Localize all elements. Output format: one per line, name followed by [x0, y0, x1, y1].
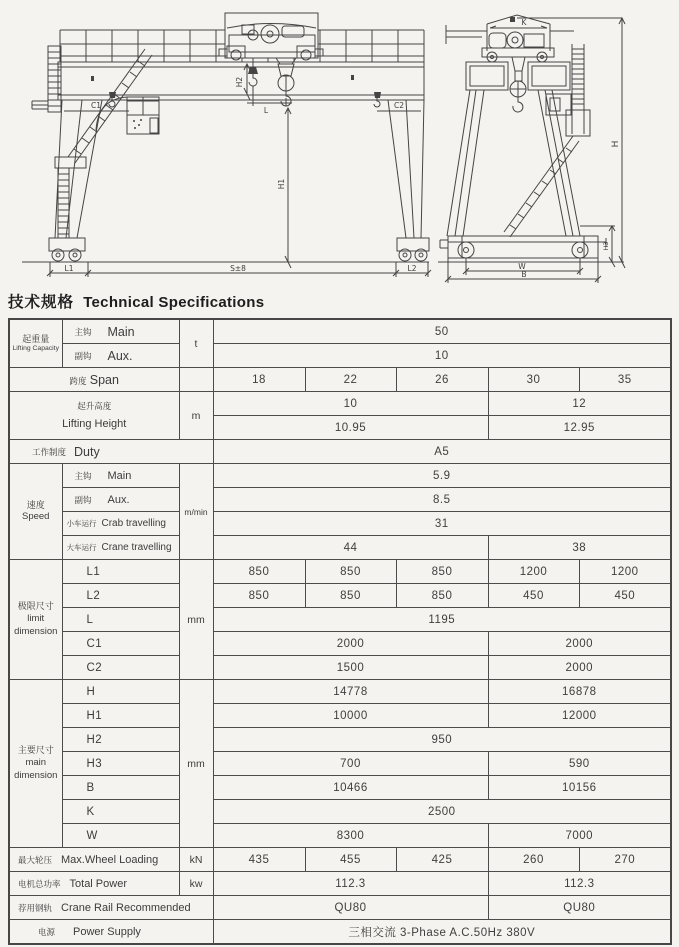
value-b-b: 10156: [488, 776, 671, 800]
value-span-4: 30: [488, 368, 579, 392]
value-c1-b: 2000: [488, 632, 671, 656]
value-w-a: 8300: [213, 824, 488, 848]
row-lifting-height-upper: [9, 392, 671, 416]
group-lifting-capacity: 起重量 Lifting Capacity: [9, 319, 62, 368]
heading-chinese: 技术规格: [8, 294, 75, 311]
unit-mm-limit: mm: [179, 560, 213, 680]
value-height-b: 12: [488, 392, 671, 416]
dim-label-l: L: [263, 106, 269, 115]
value-height-d: 12.95: [488, 416, 671, 440]
row-capacity-aux: [9, 344, 671, 368]
value-l1-2: 850: [305, 560, 396, 584]
row-speed-aux: [9, 488, 671, 512]
label-power-supply: 电源 Power Supply: [9, 920, 213, 945]
label-h: H: [62, 680, 179, 704]
row-h2: [9, 728, 671, 752]
label-w: W: [62, 824, 179, 848]
dim-label-h2: H2: [235, 76, 244, 88]
unit-kn: kN: [179, 848, 213, 872]
dim-label-w: W: [518, 262, 526, 271]
row-c2: [9, 656, 671, 680]
label-crane-rail: 荐用钢轨 Crane Rail Recommended: [9, 896, 213, 920]
value-wheel-4: 260: [488, 848, 579, 872]
value-h2: 950: [213, 728, 671, 752]
dim-label-l1: L1: [64, 264, 74, 273]
label-span: 跨度 Span: [9, 368, 179, 392]
value-h1-b: 12000: [488, 704, 671, 728]
operator-cabin: [96, 97, 159, 134]
value-h3-b: 590: [488, 752, 671, 776]
label-b: B: [62, 776, 179, 800]
value-l1-5: 1200: [579, 560, 671, 584]
side-stair-ladder: [504, 44, 590, 237]
value-wheel-2: 455: [305, 848, 396, 872]
value-h-a: 14778: [213, 680, 488, 704]
left-ladder-and-stair: [32, 46, 152, 238]
group-limit-dimension: 极限尺寸 limit dimension: [9, 560, 62, 680]
value-height-a: 10: [213, 392, 488, 416]
row-c1: [9, 632, 671, 656]
value-duty: A5: [213, 440, 671, 464]
value-span-2: 22: [305, 368, 396, 392]
dim-label-c2: C2: [393, 101, 405, 110]
value-span-3: 26: [396, 368, 488, 392]
value-speed-crane-b: 38: [488, 536, 671, 560]
label-k: K: [62, 800, 179, 824]
row-capacity-main: [9, 319, 671, 344]
value-wheel-3: 425: [396, 848, 488, 872]
row-crane-rail: [9, 896, 671, 920]
row-speed-main: [9, 464, 671, 488]
label-speed-crab: 小车运行 Crab travelling: [62, 512, 179, 536]
value-capacity-aux: 10: [213, 344, 671, 368]
value-c1-a: 2000: [213, 632, 488, 656]
row-span: [9, 368, 671, 392]
side-view-drawing: [432, 4, 679, 285]
spec-table: [8, 318, 672, 945]
value-capacity-main: 50: [213, 319, 671, 344]
value-speed-aux: 8.5: [213, 488, 671, 512]
group-main-dimension: 主要尺寸 main dimension: [9, 680, 62, 848]
label-speed-main: 主钩 Main: [62, 464, 179, 488]
value-speed-crab: 31: [213, 512, 671, 536]
label-h1: H1: [62, 704, 179, 728]
value-rail-a: QU80: [213, 896, 488, 920]
row-speed-crane: [9, 536, 671, 560]
label-c1: C1: [62, 632, 179, 656]
row-h: [9, 680, 671, 704]
value-l2-1: 850: [213, 584, 305, 608]
row-l2: [9, 584, 671, 608]
value-power-b: 112.3: [488, 872, 671, 896]
label-c2: C2: [62, 656, 179, 680]
label-h2: H2: [62, 728, 179, 752]
front-dimensions: [47, 64, 431, 277]
value-l2-2: 850: [305, 584, 396, 608]
row-total-power: [9, 872, 671, 896]
value-l1-3: 850: [396, 560, 488, 584]
side-top-machinery: [438, 15, 624, 262]
dim-label-h: H: [611, 140, 621, 148]
group-speed: 速度 Speed: [9, 464, 62, 560]
row-l: [9, 608, 671, 632]
dim-label-h1: H1: [277, 178, 286, 190]
unit-mm-main: mm: [179, 680, 213, 848]
label-total-power: 电机总功率 Total Power: [9, 872, 179, 896]
unit-kw: kw: [179, 872, 213, 896]
value-span-5: 35: [579, 368, 671, 392]
unit-m: m: [179, 392, 213, 440]
crab-trolley: [219, 13, 323, 60]
label-l: L: [62, 608, 179, 632]
value-l1-1: 850: [213, 560, 305, 584]
dim-label-c1: C1: [90, 101, 102, 110]
row-w: [9, 824, 671, 848]
label-wheel-loading: 最大轮压 Max.Wheel Loading: [9, 848, 179, 872]
label-capacity-main: 主钩 Main: [62, 319, 179, 344]
value-wheel-1: 435: [213, 848, 305, 872]
value-w-b: 7000: [488, 824, 671, 848]
value-h1-a: 10000: [213, 704, 488, 728]
label-speed-aux: 副钩 Aux.: [62, 488, 179, 512]
row-h3: [9, 752, 671, 776]
dim-label-l2: L2: [407, 264, 417, 273]
label-lifting-height: 起升高度 Lifting Height: [9, 392, 179, 440]
unit-span-empty: [179, 368, 213, 392]
value-span-1: 18: [213, 368, 305, 392]
side-base-and-wheels: [440, 236, 606, 258]
label-l2: L2: [62, 584, 179, 608]
heading-english: Technical Specifications: [83, 294, 265, 311]
value-l2-3: 850: [396, 584, 488, 608]
row-duty: [9, 440, 671, 464]
dim-label-span: S±8: [230, 264, 246, 273]
label-capacity-aux: 副钩 Aux.: [62, 344, 179, 368]
row-speed-crab: [9, 512, 671, 536]
value-l2-4: 450: [488, 584, 579, 608]
unit-t: t: [179, 319, 213, 368]
value-h3-a: 700: [213, 752, 488, 776]
row-power-supply: [9, 920, 671, 945]
label-h3: H3: [62, 752, 179, 776]
value-h-b: 16878: [488, 680, 671, 704]
legs-and-bogies: [49, 100, 429, 261]
row-wheel-loading: [9, 848, 671, 872]
value-wheel-5: 270: [579, 848, 671, 872]
value-k: 2500: [213, 800, 671, 824]
value-l1-4: 1200: [488, 560, 579, 584]
row-b: [9, 776, 671, 800]
row-h1: [9, 704, 671, 728]
value-c2-a: 1500: [213, 656, 488, 680]
value-power-a: 112.3: [213, 872, 488, 896]
value-power-supply: 三相交流 3-Phase A.C.50Hz 380V: [213, 920, 671, 945]
unit-m-min: m/min: [179, 464, 213, 560]
value-b-a: 10466: [213, 776, 488, 800]
value-c2-b: 2000: [488, 656, 671, 680]
value-speed-crane-a: 44: [213, 536, 488, 560]
row-k: [9, 800, 671, 824]
value-l: 1195: [213, 608, 671, 632]
dim-label-b: B: [521, 270, 527, 279]
value-speed-main: 5.9: [213, 464, 671, 488]
value-height-c: 10.95: [213, 416, 488, 440]
value-l2-5: 450: [579, 584, 671, 608]
label-l1: L1: [62, 560, 179, 584]
dim-label-h3: H3: [602, 241, 610, 251]
row-l1: [9, 560, 671, 584]
girder-and-railing: [22, 30, 429, 262]
label-speed-crane: 大车运行 Crane travelling: [62, 536, 179, 560]
value-rail-b: QU80: [488, 896, 671, 920]
section-heading: [8, 290, 264, 312]
label-duty: 工作制度 Duty: [9, 440, 213, 464]
front-elevation-drawing: [8, 4, 432, 285]
dim-label-k: K: [521, 18, 527, 27]
